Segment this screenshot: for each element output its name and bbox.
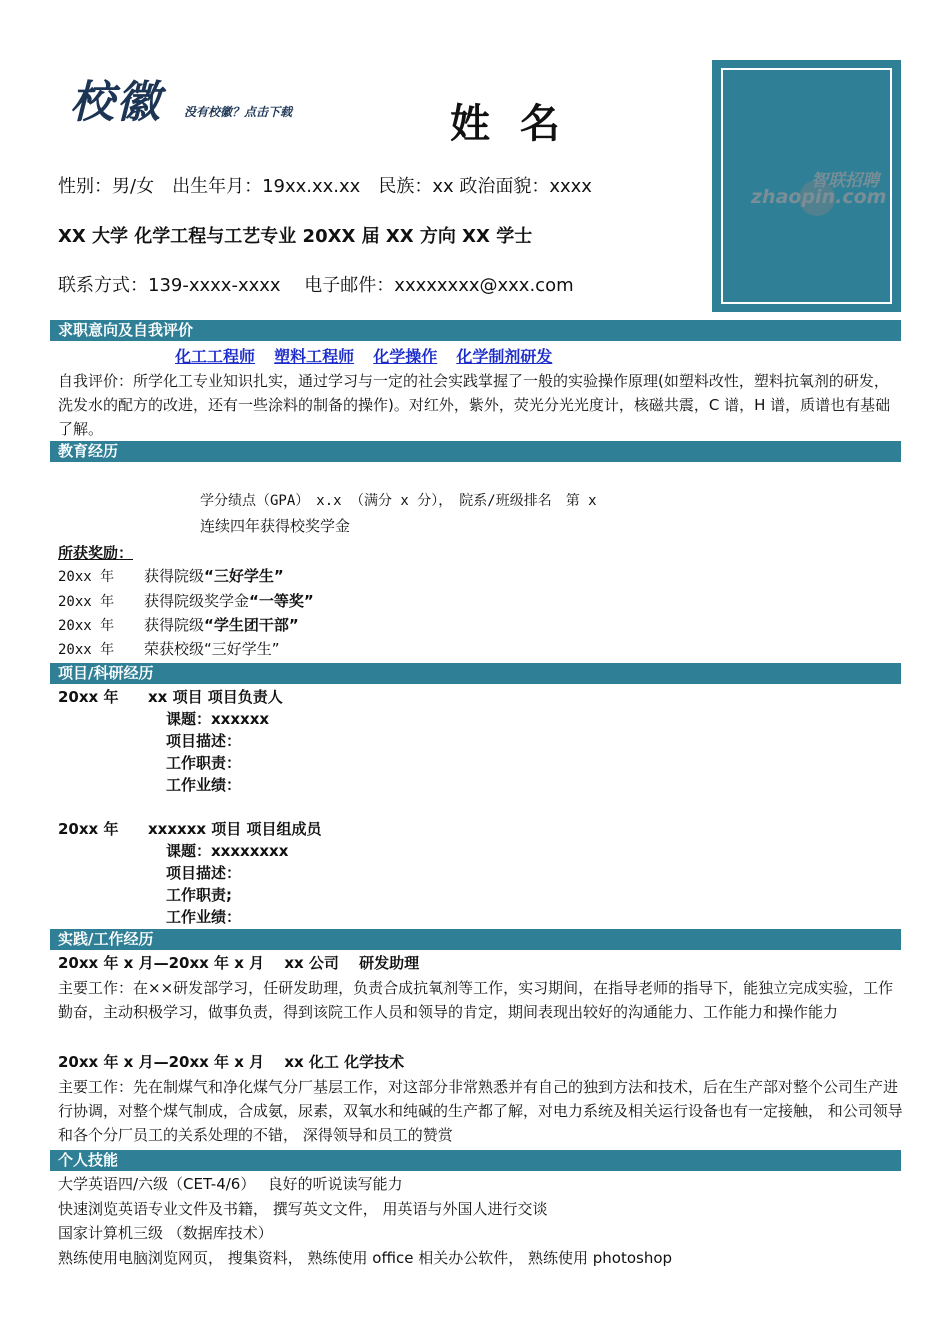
award-text: 荣获校级“三好学生” [144, 640, 280, 658]
award-item [58, 638, 280, 661]
work-heading: 20xx 年 x 月—20xx 年 x 月 xx 公司 研发助理 [58, 954, 420, 972]
project-description: 项目描述： [166, 864, 242, 882]
job-target-link[interactable]: 化学制剂研发 [456, 347, 553, 366]
project-year: 20xx 年 [58, 688, 119, 706]
project-heading [58, 818, 322, 840]
project-year: 20xx 年 [58, 820, 119, 838]
logo-download-link[interactable]: 没有校徽？点击下载 [184, 105, 293, 119]
award-text: 获得院级奖学金 [144, 592, 250, 610]
scholarship-line: 连续四年获得校奖学金 [200, 517, 351, 535]
project-result: 工作业绩： [166, 908, 242, 926]
project-title: xxxxxx 项目 项目组成员 [148, 820, 322, 838]
award-text: 获得院级 [144, 567, 205, 585]
project-result: 工作业绩： [166, 776, 242, 794]
photo-watermark-en: zhaopin.com [751, 186, 887, 208]
skill-line: 国家计算机三级 （数据库技术） [58, 1224, 273, 1242]
section-header-projects: 项目/科研经历 [50, 663, 901, 684]
section-header-education: 教育经历 [50, 441, 901, 462]
awards-title: 所获奖励： [58, 544, 134, 562]
candidate-name: 姓 名 [450, 101, 568, 147]
job-target-link[interactable]: 化学操作 [373, 347, 438, 366]
work-description: 主要工作：先在制煤气和净化煤气分厂基层工作，对这部分非常熟悉并有自己的独到方法和技术，后在生产部对整个公司生产进行协调，对整个煤气制成，合成氨，尿素，双氧水和纯碱的生产都了解，对电力系统及相关运行设备也有一定接触， 和公司领导和各个分厂员工的关系处理的不错， 深得领导和员工的赞赏 [58, 1078, 903, 1144]
award-item [58, 590, 314, 613]
section-header-work: 实践/工作经历 [50, 929, 901, 950]
award-item [58, 565, 284, 588]
self-evaluation: 自我评价：所学化工专业知识扎实，通过学习与一定的社会实践掌握了一般的实验操作原理(如塑料改性，塑料抗氧剂的研发，洗发水的配方的改进，还有一些涂料的制备的操作)。对红外，紫外，荧光分光光度计，核磁共震，C 谱，H 谱，质谱也有基础了解。 [58, 372, 891, 438]
project-description: 项目描述： [166, 732, 242, 750]
project-topic: 课题：xxxxxxxx [166, 842, 289, 860]
job-targets [175, 344, 566, 367]
project-duty: 工作职责; [166, 886, 232, 904]
work-heading: 20xx 年 x 月—20xx 年 x 月 xx 化工 化学技术 [58, 1053, 405, 1071]
gpa-line: 学分绩点（GPA） x.x （满分 x 分）， 院系/班级排名 第 x [200, 493, 597, 509]
award-year: 20xx 年 [58, 569, 115, 585]
project-title: xx 项目 项目负责人 [148, 688, 283, 706]
award-item [58, 614, 299, 637]
award-year: 20xx 年 [58, 594, 115, 610]
award-highlight: “三好学生” [204, 567, 284, 585]
award-text: 获得院级 [144, 616, 205, 634]
section-header-skills: 个人技能 [50, 1150, 901, 1171]
photo-placeholder [721, 68, 892, 304]
award-highlight: “一等奖” [249, 592, 314, 610]
school-logo: 校徽 [70, 77, 162, 128]
job-target-link[interactable]: 塑料工程师 [274, 347, 355, 366]
job-target-link[interactable]: 化工工程师 [175, 347, 256, 366]
photo-frame[interactable] [712, 60, 901, 312]
section-header-intent: 求职意向及自我评价 [50, 320, 901, 341]
award-highlight: “学生团干部” [204, 616, 299, 634]
project-topic: 课题：xxxxxx [166, 710, 270, 728]
skill-line: 快速浏览英语专业文件及书籍， 撰写英文文件， 用英语与外国人进行交谈 [58, 1200, 548, 1218]
award-year: 20xx 年 [58, 642, 115, 658]
photo-watermark-cn: 智联招聘 [811, 171, 879, 191]
project-heading [58, 686, 283, 708]
work-description: 主要工作：在××研发部学习，任研发助理，负责合成抗氧剂等工作，实习期间，在指导老师的指导下，能独立完成实验，工作勤奋，主动积极学习，做事负责，得到该院工作人员和领导的肯定，期间表现出较好的沟通能力、工作能力和操作能力 [58, 979, 894, 1021]
skill-line: 大学英语四/六级（CET-4/6） 良好的听说读写能力 [58, 1175, 403, 1193]
award-year: 20xx 年 [58, 618, 115, 634]
skill-line: 熟练使用电脑浏览网页， 搜集资料， 熟练使用 office 相关办公软件， 熟练使用 photoshop [58, 1249, 673, 1267]
contact-info: 联系方式：139-xxxx-xxxx 电子邮件：xxxxxxxx@xxx.com [58, 275, 574, 296]
education-summary: XX 大学 化学工程与工艺专业 20XX 届 XX 方向 XX 学士 [58, 226, 533, 247]
project-duty: 工作职责： [166, 754, 242, 772]
basic-info: 性别：男/女 出生年月：19xx.xx.xx 民族：xx 政治面貌：xxxx [58, 176, 592, 197]
